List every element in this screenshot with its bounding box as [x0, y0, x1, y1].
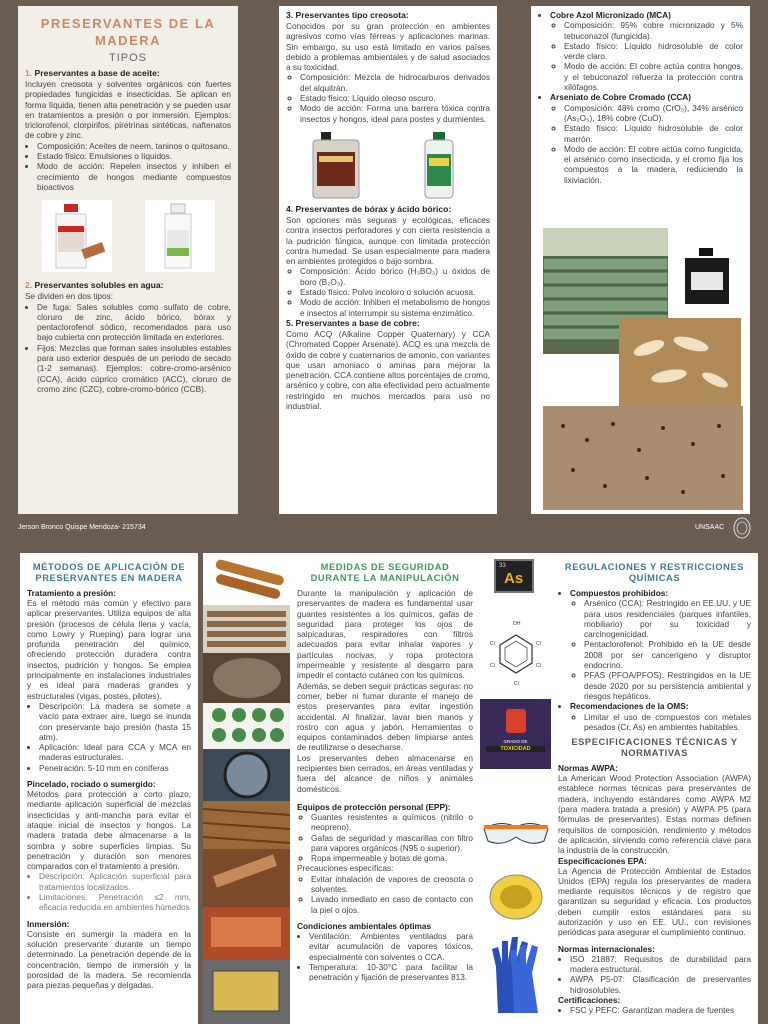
list-item: • ISO 21887: Requisitos de durabilidad para madera estructural. [570, 954, 751, 975]
section-2-list [25, 302, 231, 395]
respirator-filter-image [486, 869, 546, 925]
list-item: • Modo de acción: Repelen insectos y inhiben el crecimiento de hongos mediante compuestos bioactivos [37, 161, 231, 192]
international-list [558, 954, 751, 995]
section-3-text: Conocidos por su gran protección en ambientes agresivos como vías férreas y aplicaciones marinas. Sin embargo, su uso está limitado en varios países debido a problemas ambientales y de salud asociados a su toxicidad. [286, 21, 490, 73]
section-2-intro: Se dividen en dos tipos: [25, 291, 114, 302]
list-item: • De fuga: Sales solubles como sulfato de cobre, cloruro de zinc, ácido bórico, bórax y pentaclorofenol sódico, recomendados para uso bajo cubierta con protección limitada en exteriores. [37, 302, 231, 343]
creosote-can-image [307, 130, 367, 200]
svg-text:OH: OH [513, 621, 521, 627]
list-item: ◦ Guantes resistentes a químicos (nitrilo o neopreno). [311, 812, 473, 833]
section-5-text: Como ACQ (Alkaline Copper Quaternary) y CCA (Chromated Copper Arsenate). ACQ es una mezcla de óxido de cobre y cuaternarios de amonio, con variantes que usan amoniaco o aminas para mejorar la penetración. CCA contiene altos porcentajes de cromo, arsénico y cobre, con alta efectividad pero actualmente restringido en muchos mercados para uso no industrial. [286, 328, 490, 412]
tipos-heading: TIPOS [108, 52, 147, 64]
conditions-list [297, 931, 473, 982]
panel-preservantes-tipos [18, 6, 238, 514]
toxicity-badge: GRADO DE TOXICIDAD [480, 699, 551, 769]
list-item: • Penetración: 5-10 mm en coníferas [39, 763, 191, 773]
pressure-treatment-list [27, 701, 191, 773]
brushing-heading: Pincelado, rociado o sumergido: [27, 779, 156, 790]
safety-title: MEDIDAS DE SEGURIDAD DURANTE LA MANIPULACIÓN [310, 562, 460, 583]
list-item: ◦ Evitar inhalación de vapores de creosota o solventes. [311, 874, 473, 895]
product-bottle-image [145, 200, 215, 272]
regulations-list [558, 588, 751, 732]
list-item: • Composición: Aceites de neem, taninos o quitosano. [37, 141, 231, 151]
university-seal-icon [733, 517, 751, 539]
section-4-text: Son opciones más seguras y ecológicas, eficaces contra insectos perforadores y con cierta resistencia a la pudrición fúngica, aunque con limitada protección contra humedad. Se usan especialmente para madera en ambientes protegidos o bajo sombra. [286, 214, 490, 267]
list-item: • FSC y PEFC: Garantizan madera de fuentes [570, 1005, 751, 1015]
list-item: • Descripción: La madera se somete a vacío para extraer aire, luego se inunda con preservante bajo presión (hasta 15 atm). [39, 701, 191, 742]
list-item: • Descripción: Aplicación superficial para tratamientos localizados. [39, 871, 191, 892]
list-item: ◦ Estado físico: Polvo incoloro o solución acuosa. [300, 287, 490, 297]
section-4-heading: 4. Preservantes de bórax y ácido bórico: [286, 203, 452, 214]
list-item: • Temperatura: 10-30°C para facilitar la penetración y fijación de preservantes 813. [309, 962, 473, 983]
awpa-text: La American Wood Protection Association (AWPA) establece normas técnicas para preservantes de madera, incluyendo estándares como AWPA M2 (para madera tratada a presión) y AWPA P5 (para fórmulas de preservantes). Estas normas definen requisitos de composición, rendimiento y métodos de aplicación, sirviendo como referencia clave para la industria de la construcción. [558, 773, 751, 856]
pressure-treatment-heading: Tratamiento a presión: [27, 588, 116, 598]
list-item: ◦ Ropa impermeable y botas de goma. [311, 853, 473, 863]
list-item: ◦ Composición: Ácido bórico (H₃BO₃) u óxidos de boro (B₂O₃). [300, 266, 490, 287]
section-2-heading: 2. Preservantes solubles en agua: [25, 280, 164, 291]
precautions-heading: Precauciones específicas: [297, 863, 394, 874]
pressure-treatment-text: Es el método más común y efectivo para aplicar preservantes. Utiliza equipos de alta presión (procesos de célula llena y vacía, como Lowry y Rueping) para lograr una profunda penetración del químico, ofreciendo protección duradera contra insectos, pudrición y hongos. Se emplea principalmente en instalaciones industriales y es ideal para maderas grandes y estructurales (vigas, postes, pilotes). [27, 598, 191, 701]
epa-text: La Agencia de Protección Ambiental de Estados Unidos (EPA) regula los preservantes de madera mediante requisitos técnicos y de registro que garantizan su seguridad y eficacia. Los productos deben cumplir estos estándares para su autorización y uso en EE. UU., con revisiones periódicas para asegurar el cumplimiento continuo. [558, 865, 751, 938]
certifications-list [558, 1005, 751, 1015]
safety-text-3: Los preservantes deben almacenarse en recipientes bien cerrados, en áreas ventiladas y fuera del alcance de niños y animales domésticos. [297, 752, 473, 794]
product-bottle-image [42, 200, 112, 272]
epp-list [297, 812, 473, 863]
list-item: ◦ Estado físico: Líquido hidrosoluble de color verde claro. [564, 41, 743, 62]
international-heading: Normas internacionales: [558, 943, 655, 954]
list-item: ◦ Pentaclorofenol: Prohibido en la UE desde 2008 por ser cancerígeno y disruptor endocrino. [584, 639, 751, 670]
list-item: ◦ PFAS (PFOA/PFOS): Restringidos en la UE desde 2020 por su persistencia ambiental y riesgos hepáticos. [584, 670, 751, 701]
section-1-text: Incluyen creosota y solventes orgánicos con fuertes propiedades fungicidas e insecticidas. Se aplican en forma líquida, tienen alta penetración y se pueden usar en tratamientos a presión o por inmersión. Ejemplos: triclorofenol, clorpirifos, piretrinas sintéticas, naftenatos de cobre y zinc. [25, 79, 231, 141]
panel-preservantes-tipos-2 [279, 6, 497, 514]
pentachlorophenol-structure-icon [488, 617, 544, 689]
section-4-list [286, 266, 490, 317]
safety-images-strip [480, 553, 551, 1024]
bored-wood-photo [543, 406, 743, 510]
section-5-heading: 5. Preservantes a base de cobre: [286, 317, 420, 328]
section-1-heading: 1. Preservantes a base de aceite: [25, 68, 160, 78]
panel-medidas-seguridad [290, 553, 480, 1024]
precautions-list [297, 874, 473, 915]
list-item: ◦ Modo de acción: El cobre actúa contra hongos, y el tebuconazol refuerza la protección contra xilófagos. [564, 61, 743, 92]
svg-text:Cl: Cl [490, 641, 495, 647]
svg-text:Cl: Cl [514, 681, 519, 687]
section-3-list [286, 72, 490, 123]
list-item: ◦ Arsénico (CCA): Restringido en EE.UU. y UE para usos residenciales (parques infantiles, mobiliario) por su toxicidad y carcinogenicidad. [584, 598, 751, 639]
list-item: ◦ Gafas de seguridad y mascarillas con filtro para vapores orgánicos (N95 o superior). [311, 833, 473, 854]
list-item: ◦ Estado físico: Líquido hidrosoluble de color marrón. [564, 123, 743, 144]
immersion-heading: Inmersión: [27, 918, 70, 929]
list-item: • Cobre Azol Micronizado (MCA) ◦ Composición: 95% cobre micronizado y 5% tebuconazol (fungicida). ◦ Estado físico: Líquido hidrosoluble de color verde claro. ◦ Modo de acción: El cobre actúa contra hongos, y el tebuconazol refuerza la protección contra xilófagos. [550, 10, 743, 92]
preservative-jug-image [679, 246, 735, 306]
list-item: • AWPA P5-07: Clasificación de preservantes hidrosolubles. [570, 974, 751, 995]
list-item: • Estado físico: Emulsiones o líquidos. [37, 151, 231, 161]
product-images [286, 130, 490, 200]
safety-text-2: Además, se deben seguir prácticas seguras: no comer, beber ni fumar durante el manejo de estos preservantes para evitar ingestión accidental. Al finalizar, lavar bien manos y rostro con agua y jabón. Herramientas o equipos contaminados deben limpiarse antes de reutilizarse o desecharse. [297, 680, 473, 753]
list-item: ◦ Estado físico: Líquido oleoso oscuro. [300, 93, 490, 103]
section-3-heading: 3. Preservantes tipo creosota: [286, 10, 409, 20]
list-item: • Ventilación: Ambientes ventilados para evitar acumulación de vapores tóxicos, especialmente con solventes o CCA. [309, 931, 473, 962]
epp-heading: Equipos de protección personal (EPP): [297, 801, 451, 812]
list-item: ◦ Lavado inmediato en caso de contacto con la piel o ojos. [311, 894, 473, 915]
certifications-heading: Certificaciones: [558, 994, 621, 1005]
svg-text:Cl: Cl [536, 641, 541, 647]
regulations-title: REGULACIONES Y RESTRICCIONES QUÍMICAS [564, 562, 745, 583]
safety-text-1: Durante la manipulación y aplicación de preservantes de madera es fundamental usar guantes resistentes a los químicos, gafas de seguridad para proteger los ojos de salpicaduras, respiradores con filtros adecuados para evitar inhalar vapores y partículas nocivas, y ropa protectora impermeable y resistente al desgarro para impedir el contacto cutáneo con los químicos. [297, 588, 473, 681]
termites-photo [619, 318, 741, 406]
method-photos-strip [203, 553, 290, 1024]
list-item: ◦ Composición: 95% cobre micronizado y 5% tebuconazol (fungicida). [564, 20, 743, 41]
list-item: • Aplicación: Ideal para CCA y MCA en maderas estructurales. [39, 742, 191, 763]
immersion-text: Consiste en sumergir la madera en la solución preservante durante un tiempo determinado. La penetración depende de la concentración, tiempo de inmersión y la porosidad de la madera. Se recomienda para piezas pequeñas y delgadas. [27, 928, 191, 991]
page-title: PRESERVANTES DE LA MADERA [40, 16, 216, 48]
epa-heading: Especificaciones EPA: [558, 855, 647, 866]
flask-icon [506, 709, 526, 733]
awpa-heading: Normas AWPA: [558, 763, 618, 774]
svg-text:Cl: Cl [490, 663, 495, 669]
list-item: ◦ Composición: 48% cromo (CrO₃), 34% arsénico (As₂O₅), 18% cobre (CuO). [564, 103, 743, 124]
copper-preservatives-list [538, 10, 743, 185]
list-item: ◦ Modo de acción: El cobre actúa como fungicida, el arsénico como insecticida, y el cromo fija los compuestos a la madera, reduciendo la lixiviación. [564, 144, 743, 185]
borax-bottle-image [409, 130, 469, 200]
brushing-text: Métodos para protección a corto plazo, mediante aplicación superficial de mezclas insecticidas y anti-mancha para evitar el ataque inicial de insectos y hongos. La madera tratada debe almacenarse a la sombra y sobre superficies limpias. Su penetración y duración son menores comparados con el tratamiento a presión. [27, 789, 191, 872]
safety-goggles-image [480, 813, 551, 853]
panel-regulaciones [551, 553, 758, 1024]
list-item: • Arseniato de Cobre Cromado (CCA) ◦ Composición: 48% cromo (CrO₃), 34% arsénico (As₂O₅), 18% cobre (CuO). ◦ Estado físico: Líquido hidrosoluble de color marrón. ◦ Modo de acción: El cobre actúa como fungicida, el arsénico como insecticida, y el cromo fija los compuestos a la madera, reduciendo la lixiviación. [550, 92, 743, 185]
arsenic-element-tile: 33 As [494, 559, 534, 593]
list-item: • Fijos: Mezclas que forman sales insolubles estables para uso exterior después de un periodo de secado (1-2 semanas). Ejemplos: cobre-cromo-arsénico (CCA), ácido cúprico cromático (ACC), cloruro de cromo zinc (CZC), cobre-cromo-bórico (CCB). [37, 343, 231, 394]
svg-text:Cl: Cl [536, 663, 541, 669]
specifications-title: ESPECIFICACIONES TÉCNICAS Y NORMATIVAS [571, 737, 738, 759]
author-footer: Jerson Bronco Quispe Mendoza- 215734 [18, 524, 146, 531]
panel-metodos-aplicacion [20, 553, 198, 1024]
list-item: ◦ Modo de acción: Inhiben el metabolismo de hongos e insectos al interrumpir su sistema enzimático. [300, 297, 490, 318]
list-item: ◦ Modo de acción: Forma una barrera tóxica contra insectos y hongos, ideal para postes y durmientes. [300, 103, 490, 124]
list-item: • Compuestos prohibidos: ◦ Arsénico (CCA): Restringido en EE.UU. y UE para usos residenciales (parques infantiles, mobiliario) por su toxicidad y carcinogenicidad. ◦ Pentaclorofenol: Prohibido en la UE desde 2008 por ser cancerígeno y disruptor endocrino. ◦ PFAS (PFOA/PFOS): Restringidos en la UE desde 2020 por su persistencia ambiental y riesgos hepáticos. [570, 588, 751, 701]
methods-title: MÉTODOS DE APLICACIÓN DE PRESERVANTES EN MADERA [32, 562, 186, 583]
list-item: ◦ Composición: Mezcla de hidrocarburos derivados del alquitrán. [300, 72, 490, 93]
institution-footer: UNSAAC [695, 524, 725, 531]
product-images [25, 200, 231, 272]
section-1-list [25, 141, 231, 192]
conditions-heading: Condiciones ambientales óptimas [297, 920, 432, 931]
list-item: • Limitaciones: Penetración ≤2 mm, eficacia reducida en ambientes húmedos [39, 892, 191, 913]
panel-preservantes-cobre [531, 6, 750, 514]
brushing-list [27, 871, 191, 912]
list-item: ◦ Limitar el uso de compuestos con metales pesados (Cr, As) en ambientes habitables. [584, 712, 751, 733]
protective-gloves-image [486, 933, 546, 1015]
list-item: • Recomendaciones de la OMS: ◦ Limitar el uso de compuestos con metales pesados (Cr, As) en ambientes habitables. [570, 701, 751, 732]
